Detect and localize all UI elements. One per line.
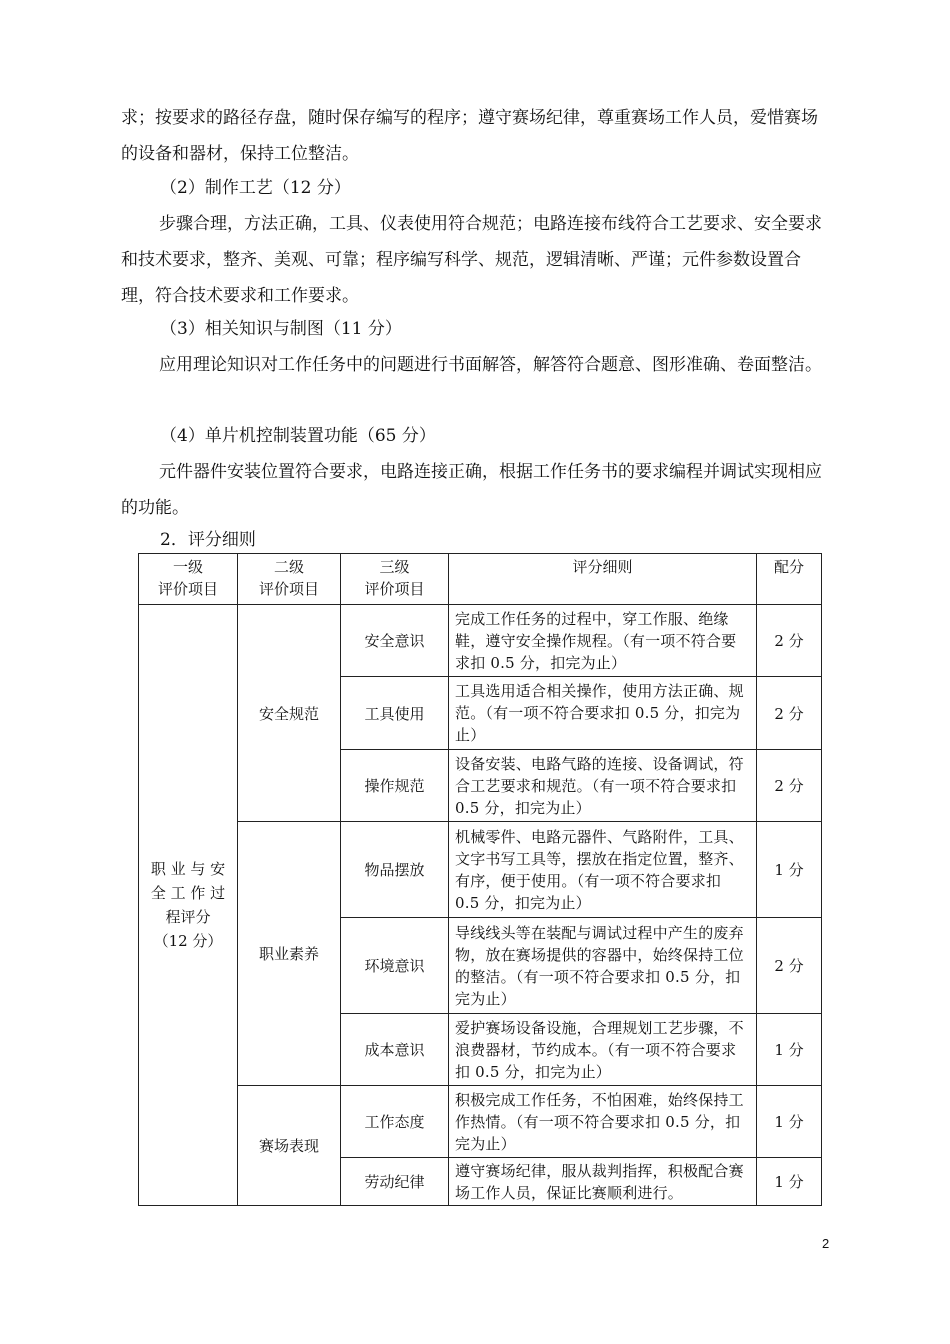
header-level2: 二级 评价项目 (238, 554, 341, 605)
score-cell: 2 分 (757, 918, 822, 1014)
score-cell: 2 分 (757, 605, 822, 677)
detail-cell: 爱护赛场设备设施，合理规划工艺步骤，不浪费器材，节约成本。（有一项不符合要求扣 0.5 分，扣完为止） (449, 1014, 757, 1086)
group-quality: 职业素养 (238, 822, 341, 1086)
score-cell: 2 分 (757, 677, 822, 750)
item-cell: 工具使用 (341, 677, 449, 750)
score-cell: 1 分 (757, 1086, 822, 1158)
heading-knowledge: （3）相关知识与制图（11 分） (160, 319, 402, 339)
table-row (139, 605, 822, 677)
scoring-table (138, 553, 822, 1206)
item-cell: 劳动纪律 (341, 1158, 449, 1206)
paragraph-knowledge: 应用理论知识对工作任务中的问题进行书面解答，解答符合题意、图形准确、卷面整洁。 (159, 355, 822, 375)
item-cell: 环境意识 (341, 918, 449, 1014)
detail-cell: 机械零件、电路元器件、气路附件，工具、文字书写工具等，摆放在指定位置，整齐、有序，便于使用。（有一项不符合要求扣 0.5 分，扣完为止） (449, 822, 757, 918)
score-cell: 2 分 (757, 750, 822, 822)
detail-cell: 遵守赛场纪律，服从裁判指挥，积极配合赛场工作人员，保证比赛顺利进行。 (449, 1158, 757, 1206)
heading-scoring-details: 2．评分细则 (160, 530, 256, 550)
paragraph-craft: 步骤合理，方法正确，工具、仪表使用符合规范；电路连接布线符合工艺要求、安全要求和技术要求，整齐、美观、可靠；程序编写科学、规范，逻辑清晰、严谨；元件参数设置合理，符合技术要求和工作要求。 (121, 214, 822, 306)
table-row (139, 822, 822, 918)
item-cell: 安全意识 (341, 605, 449, 677)
detail-cell: 设备安装、电路气路的连接、设备调试，符合工艺要求和规范。（有一项不符合要求扣 0.5 分，扣完为止） (449, 750, 757, 822)
header-detail: 评分细则 (449, 554, 757, 605)
page-number: 2 (822, 1236, 830, 1251)
table-row (139, 1086, 822, 1158)
header-level3: 三级 评价项目 (341, 554, 449, 605)
detail-cell: 完成工作任务的过程中，穿工作服、绝缘鞋，遵守安全操作规程。（有一项不符合要求扣 0.5 分，扣完为止） (449, 605, 757, 677)
heading-function: （4）单片机控制装置功能（65 分） (160, 426, 436, 446)
header-level1: 一级 评价项目 (139, 554, 238, 605)
level1-cell: 职 业 与 安 全 工 作 过 程评分 （12 分） (139, 605, 238, 1206)
header-score: 配分 (757, 554, 822, 605)
item-cell: 物品摆放 (341, 822, 449, 918)
score-cell: 1 分 (757, 822, 822, 918)
item-cell: 工作态度 (341, 1086, 449, 1158)
item-cell: 操作规范 (341, 750, 449, 822)
group-safety: 安全规范 (238, 605, 341, 822)
item-cell: 成本意识 (341, 1014, 449, 1086)
heading-craft: （2）制作工艺（12 分） (160, 178, 351, 198)
group-performance: 赛场表现 (238, 1086, 341, 1206)
detail-cell: 导线线头等在装配与调试过程中产生的废弃物，放在赛场提供的容器中，始终保持工位的整洁。（有一项不符合要求扣 0.5 分，扣完为止） (449, 918, 757, 1014)
paragraph-function: 元件器件安装位置符合要求，电路连接正确，根据工作任务书的要求编程并调试实现相应的功能。 (121, 462, 822, 518)
score-cell: 1 分 (757, 1014, 822, 1086)
detail-cell: 积极完成工作任务，不怕困难，始终保持工作热情。（有一项不符合要求扣 0.5 分，扣完为止） (449, 1086, 757, 1158)
score-cell: 1 分 (757, 1158, 822, 1206)
paragraph-continuation: 求；按要求的路径存盘，随时保存编写的程序；遵守赛场纪律，尊重赛场工作人员，爱惜赛场的设备和器材，保持工位整洁。 (121, 108, 818, 164)
table-header-row (139, 554, 822, 605)
detail-cell: 工具选用适合相关操作，使用方法正确、规范。（有一项不符合要求扣 0.5 分，扣完为止） (449, 677, 757, 750)
